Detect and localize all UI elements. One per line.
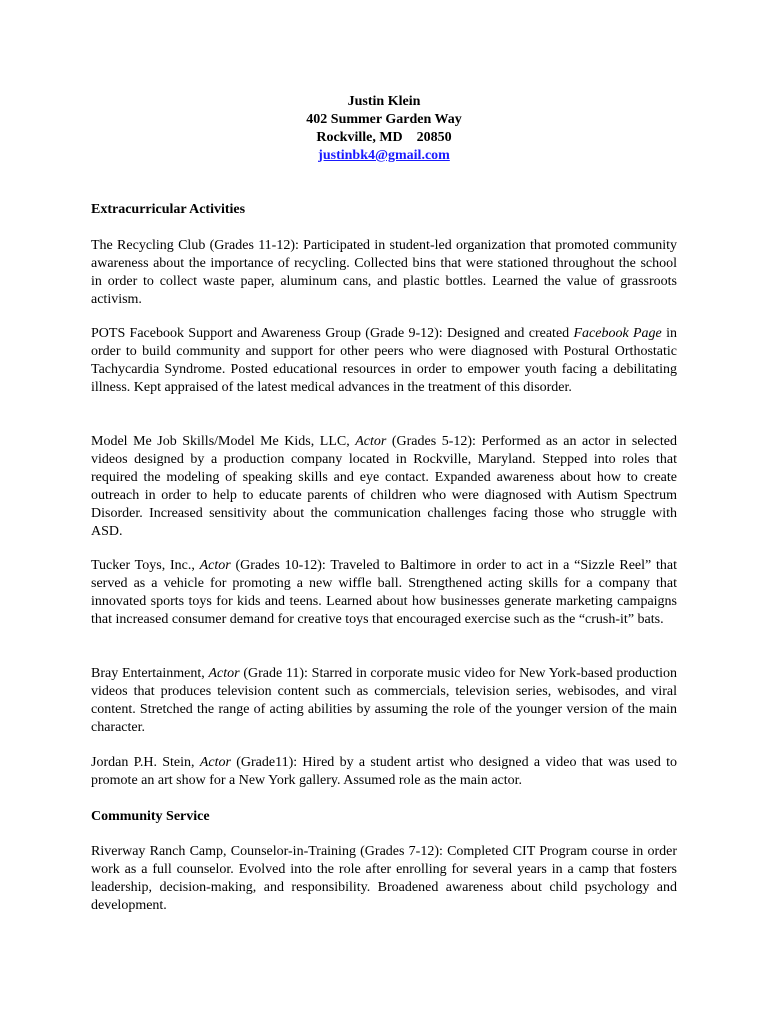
street-address: 402 Summer Garden Way <box>306 112 462 127</box>
entry-model-me-role: Actor <box>355 434 387 449</box>
entry-recycling-club: The Recycling Club (Grades 11-12): Participated in student-led organization that promoted community awareness about the importance of recycling. Collected bins that were stationed throughout the school in order to collect waste paper, aluminum cans, and plastic bottles. Learned the value of grassroots activism. <box>91 238 677 307</box>
entry-tucker-role: Actor <box>199 558 231 573</box>
email-link[interactable]: justinbk4@gmail.com <box>318 148 450 163</box>
applicant-name: Justin Klein <box>347 94 421 109</box>
contact-header <box>0 93 768 165</box>
extracurricular-heading: Extracurricular Activities <box>91 202 246 217</box>
entry-bray-entertainment: Bray Entertainment, Actor (Grade 11): Starred in corporate music video for New York-based production videos that produces television content such as commercials, television series, webisodes, and viral content. Stretched the range of acting abilities by assuming the role of the younger version of the main character. <box>91 666 677 735</box>
entry-pots-italic: Facebook Page <box>573 326 662 341</box>
entry-riverway-ranch: Riverway Ranch Camp, Counselor-in-Training (Grades 7-12): Completed CIT Program course in order work as a full counselor. Evolved into the role after enrolling for several years in a camp that fosters leadership, decision-making, and responsibility. Broadened awareness about child psychology and development. <box>91 844 677 913</box>
entry-pots-group: POTS Facebook Support and Awareness Group (Grade 9-12): Designed and created Facebook Page in order to build community and support for other peers who were diagnosed with Postural Orthostatic Tachycardia Syndrome. Posted educational resources in order to empower youth facing a debilitating illness. Kept appraised of the latest medical advances in the treatment of this disorder. <box>91 326 677 395</box>
community-service-heading: Community Service <box>91 809 210 824</box>
entry-tucker-toys: Tucker Toys, Inc., Actor (Grades 10-12): Traveled to Baltimore in order to act in a “Sizzle Reel” that served as a vehicle for promoting a new wiffle ball. Strengthened acting skills for a company that innovated sports toys for kids and teens. Learned about how businesses generate marketing campaigns that increased consumer demand for creative toys that encouraged exercise such as the “crush-it” bats. <box>91 558 678 627</box>
entry-jordan-stein: Jordan P.H. Stein, Actor (Grade11): Hired by a student artist who designed a video that was used to promote an art show for a New York gallery. Assumed role as the main actor. <box>91 755 678 788</box>
city-state-zip: Rockville, MD 20850 <box>316 130 452 145</box>
entry-jordan-role: Actor <box>199 755 231 770</box>
entry-bray-role: Actor <box>208 666 240 681</box>
entry-model-me: Model Me Job Skills/Model Me Kids, LLC, Actor (Grades 5-12): Performed as an actor in selected videos designed by a production company located in Rockville, Maryland. Stepped into roles that required the modeling of speaking skills and eye contact. Expanded awareness about how to create outreach in order to help to educate parents of children who were diagnosed with Autism Spectrum Disorder. Increased sensitivity about the communication challenges facing those who struggle with ASD. <box>91 434 677 539</box>
